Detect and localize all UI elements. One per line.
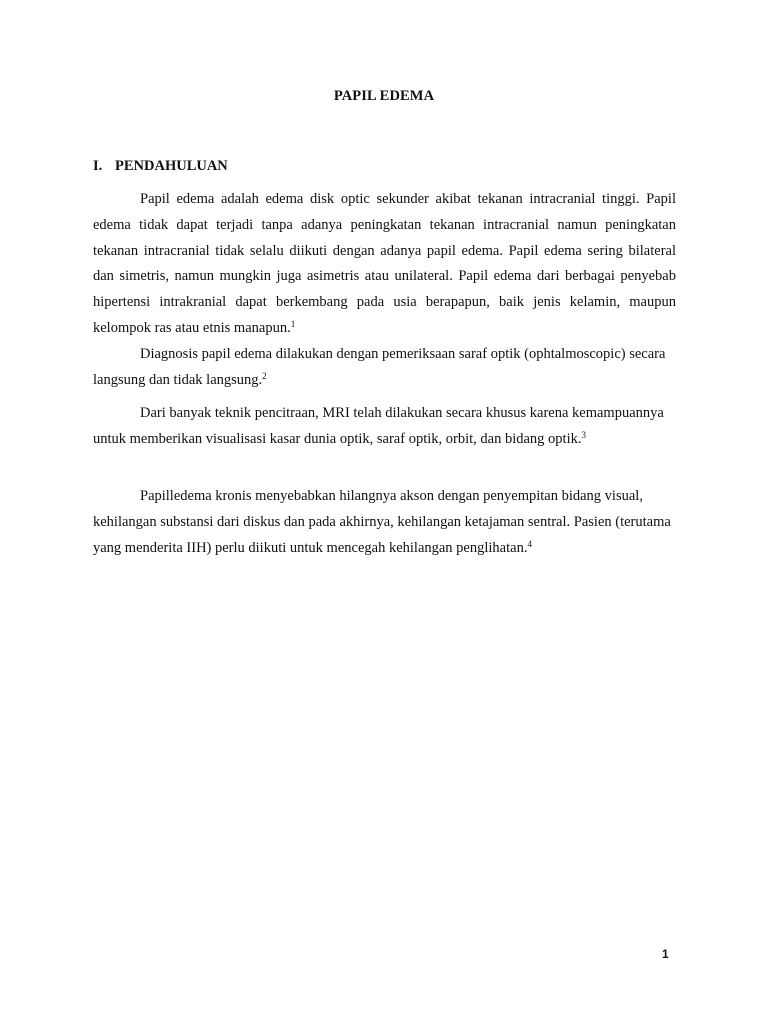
paragraph-group-3 (93, 484, 676, 561)
paragraph-1-text: Papil edema adalah edema disk optic sekunder akibat tekanan intracranial tinggi. Papil edema tidak dapat terjadi tanpa adanya peningkatan tekanan intracranial namun peningkatan tekanan intracranial tidak selalu diikuti dengan adanya papil edema. Papil edema sering bilateral dan simetris, namun mungkin juga asimetris atau unilateral. Papil edema dari berbagai penyebab hipertensi intrakranial dapat berkembang pada usia berapapun, baik jenis kelamin, maupun kelompok ras atau etnis manapun. (93, 191, 676, 336)
section-heading (93, 158, 228, 175)
paragraph-2 (93, 342, 676, 394)
paragraph-4-text: Papilledema kronis menyebabkan hilangnya akson dengan penyempitan bidang visual, kehilangan substansi dari diskus dan pada akhirnya, kehilangan ketajaman sentral. Pasien (terutama yang menderita IIH) perlu diikuti untuk mencegah kehilangan penglihatan. (93, 488, 671, 556)
footnote-ref-2: 2 (262, 370, 267, 381)
document-title: PAPIL EDEMA (333, 88, 435, 104)
paragraph-1 (93, 187, 676, 342)
paragraph-group-1 (93, 187, 676, 393)
paragraph-group-2 (93, 401, 676, 453)
paragraph-3-text: Dari banyak teknik pencitraan, MRI telah dilakukan secara khusus karena kemampuannya untuk memberikan visualisasi kasar dunia optik, saraf optik, orbit, dan bidang optik. (93, 405, 664, 447)
section-title: PENDAHULUAN (115, 158, 228, 174)
paragraph-4 (93, 484, 676, 561)
paragraph-3 (93, 401, 676, 453)
paragraph-2-text: Diagnosis papil edema dilakukan dengan pemeriksaan saraf optik (ophtalmoscopic) secara langsung dan tidak langsung. (93, 345, 666, 388)
section-number: I. (93, 158, 103, 174)
footnote-ref-4: 4 (527, 538, 532, 549)
page-number: 1 (662, 947, 669, 961)
footnote-ref-3: 3 (581, 429, 586, 440)
footnote-ref-1: 1 (290, 318, 296, 329)
